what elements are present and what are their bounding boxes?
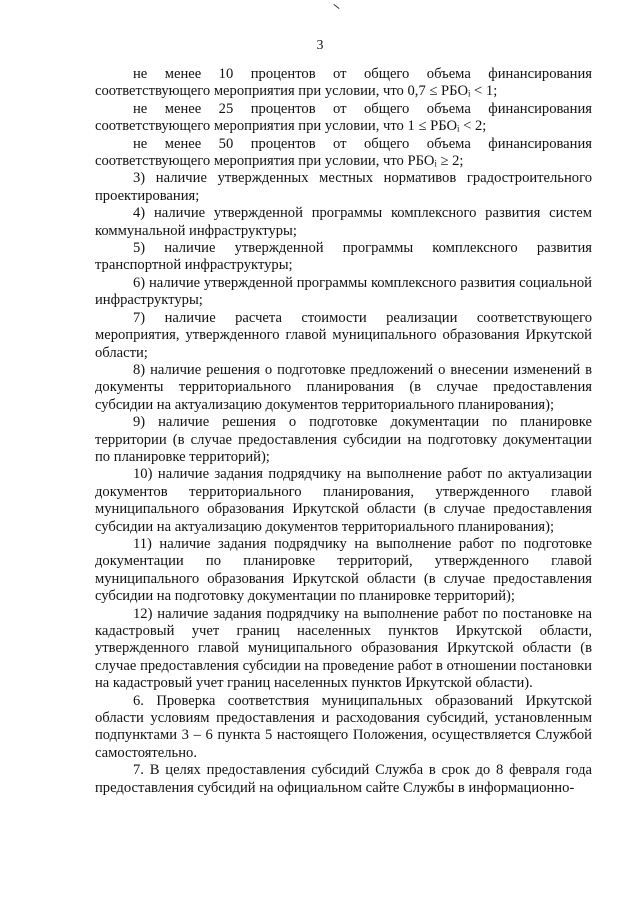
- paragraph: не менее 10 процентов от общего объема финансирования соответствующего мероприятия при условии, что 0,7 ≤ РБОᵢ < 1;: [95, 66, 592, 100]
- document-body: [95, 66, 592, 797]
- paragraph: не менее 50 процентов от общего объема финансирования соответствующего мероприятия при условии, что РБОᵢ ≥ 2;: [95, 135, 592, 170]
- paragraph: 7) наличие расчета стоимости реализации соответствующего мероприятия, утвержденного главой муниципального образования Иркутской области;: [95, 309, 592, 361]
- paragraph: 5) наличие утвержденной программы комплексного развития транспортной инфраструктуры;: [95, 240, 592, 274]
- paragraph: 9) наличие решения о подготовке документации по планировке территории (в случае предоставления субсидии на подготовку документации по планировке территорий);: [95, 414, 592, 465]
- paragraph: не менее 25 процентов от общего объема финансирования соответствующего мероприятия при условии, что 1 ≤ РБОᵢ < 2;: [95, 100, 592, 135]
- paragraph: 4) наличие утвержденной программы комплексного развития систем коммунальной инфраструктуры;: [95, 205, 592, 239]
- scan-mark: [333, 4, 339, 9]
- paragraph: 7. В целях предоставления субсидий Служба в срок до 8 февраля года предоставления субсидий на официальном сайте Службы в информационно-: [95, 762, 592, 796]
- paragraph: 12) наличие задания подрядчику на выполнение работ по постановке на кадастровый учет границ населенных пунктов Иркутской области, утвержденного главой муниципального образования Иркутской области (в случае предоставления субсидии на проведение работ в отношении постановки на кадастровый учет границ населенных пунктов Иркутской области).: [95, 605, 592, 692]
- page-number: 3: [316, 38, 324, 53]
- paragraph: 3) наличие утвержденных местных нормативов градостроительного проектирования;: [95, 170, 592, 204]
- paragraph: 6) наличие утвержденной программы комплексного развития социальной инфраструктуры;: [95, 274, 592, 309]
- paragraph: 6. Проверка соответствия муниципальных образований Иркутской области условиям предоставления и расходования субсидий, установленным подпунктами 3 – 6 пункта 5 настоящего Положения, осуществляется Службой самостоятельно.: [95, 692, 592, 761]
- paragraph: 10) наличие задания подрядчику на выполнение работ по актуализации документов территориального планирования, утвержденного главой муниципального образования Иркутской области (в случае предоставления субсидии на актуализацию документов территориального планирования);: [95, 466, 592, 535]
- paragraph: 11) наличие задания подрядчику на выполнение работ по подготовке документации по планировке территорий, утвержденного главой муниципального образования Иркутской области (в случае предоставления субсидии на подготовку документации по планировке территорий);: [95, 535, 592, 605]
- paragraph: 8) наличие решения о подготовке предложений о внесении изменений в документы территориального планирования (в случае предоставления субсидии на актуализацию документов территориального планирования);: [95, 361, 592, 413]
